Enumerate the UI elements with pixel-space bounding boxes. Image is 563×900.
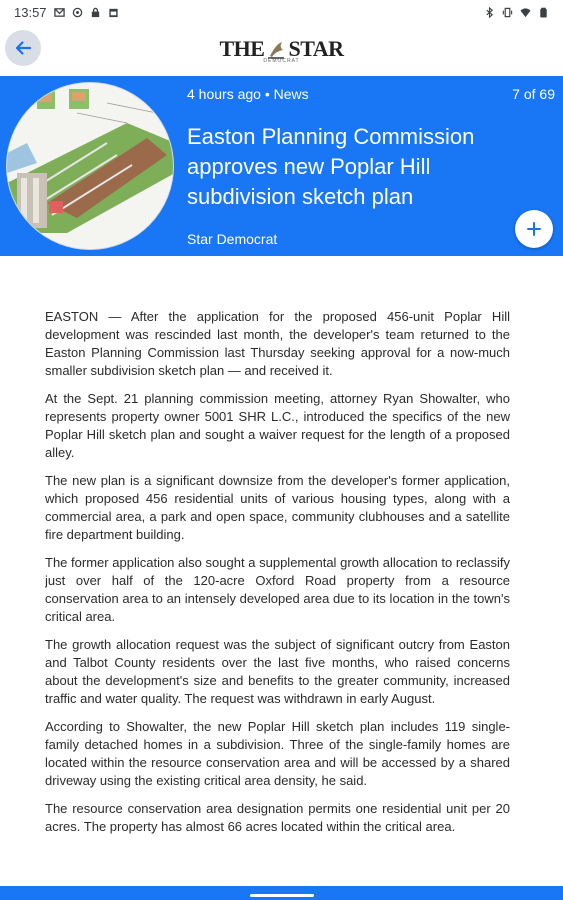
article-source[interactable]: Star Democrat: [187, 231, 278, 247]
article-paragraph: The resource conservation area designation permits one residential unit per 20 acres. The property has almost 66 acres located within the critical area.: [45, 801, 510, 834]
site-plan-image: [7, 83, 174, 250]
logo-text-right: STAR: [288, 36, 344, 61]
article-paragraph: The growth allocation request was the subject of significant outcry from Easton and Talbot County residents over the last five months, who raised concerns about the development's size and benefits to the greater community, increased traffic and water quality. The request was withdrawn in early August.: [45, 637, 510, 706]
article-title: Easton Planning Commission approves new Poplar Hill subdivision sketch plan: [187, 124, 475, 209]
calendar-icon: [108, 7, 119, 18]
article-thumbnail[interactable]: [6, 82, 174, 250]
article-paragraph: At the Sept. 21 planning commission meeting, attorney Ryan Showalter, who represents property owner 5001 SHR L.C., introduced the specifics of the new Poplar Hill sketch plan and sought a waiver request for the length of a proposed alley.: [45, 391, 510, 460]
navigation-bar: [0, 886, 563, 900]
gesture-handle[interactable]: [250, 894, 314, 897]
article-paragraph: According to Showalter, the new Poplar Hill sketch plan includes 119 single-family detached homes in a subdivision. Three of the single-family homes are located within the resource conservation area and will be accessed by a shared driveway using the existing critical area density, he said.: [45, 719, 510, 788]
article-paragraph: EASTON — After the application for the proposed 456-unit Poplar Hill development was rescinded last month, the developer's team returned to the Easton Planning Commission last Thursday seeking approval for a now-much smaller subdivision sketch plan — and received it.: [45, 309, 510, 378]
article-position: 7 of 69: [512, 86, 555, 102]
article-meta: 4 hours ago • News: [187, 86, 309, 102]
lock-icon: [90, 7, 101, 18]
follow-button[interactable]: [515, 210, 553, 248]
article-paragraph: The new plan is a significant downsize from the developer's former application, which proposed 456 residential units of various housing types, along with a commercial area, a park and open space, community clubhouses and a satellite fire department building.: [45, 473, 510, 542]
logo-subtitle: DEMOCRAT: [263, 58, 300, 64]
logo-text-left: THE: [219, 36, 265, 61]
at-sign-icon: [72, 7, 83, 18]
article-header: [0, 76, 563, 256]
article-body: [45, 308, 510, 888]
vibrate-icon: [502, 7, 513, 18]
article-paragraph: The former application also sought a supplemental growth allocation to reclassify just over half of the 120-acre Oxford Road property from a resource conservation area to an intensely developed area due to its location in the town's critical area.: [45, 555, 510, 624]
goose-logo-icon: [266, 38, 286, 60]
gmail-icon: [54, 7, 65, 18]
status-bar: [0, 0, 563, 24]
plus-icon: [526, 221, 542, 237]
bluetooth-icon: [484, 7, 495, 18]
status-time: 13:57: [14, 4, 47, 20]
wifi-icon: [520, 7, 531, 18]
app-bar: [0, 24, 563, 76]
battery-icon: [538, 7, 549, 18]
